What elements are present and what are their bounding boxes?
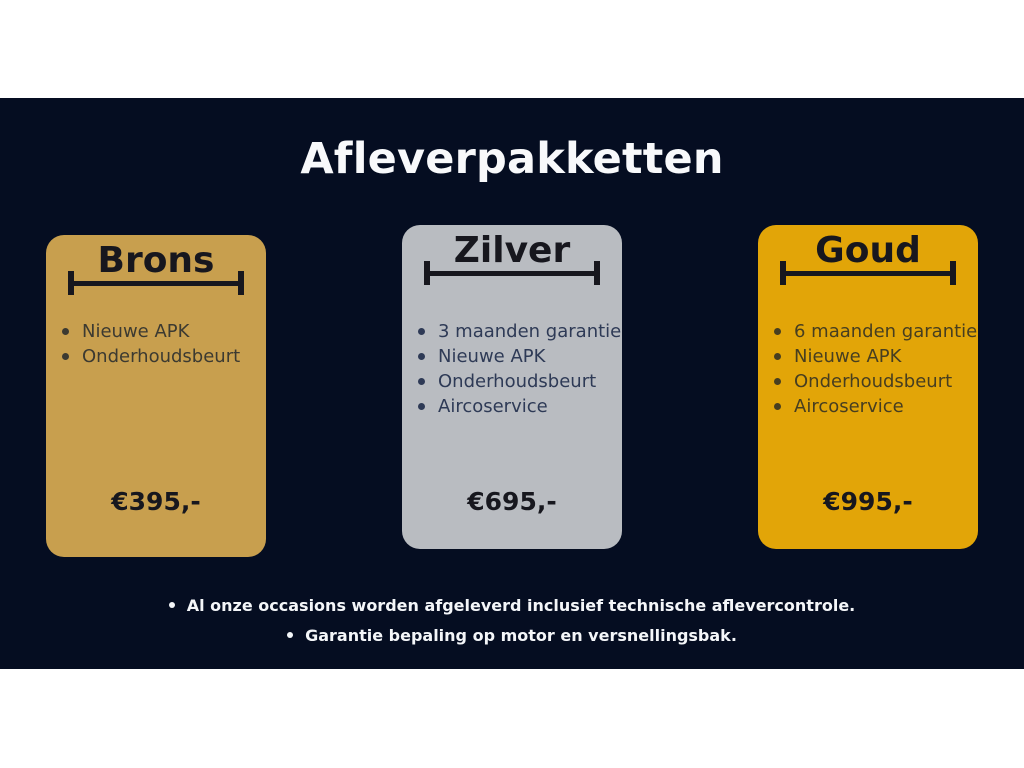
bullet-icon (418, 328, 425, 335)
feature-label: Nieuwe APK (82, 321, 190, 342)
underline-right-cap-icon (594, 261, 600, 285)
bullet-icon (774, 328, 781, 335)
bullet-icon (62, 353, 69, 360)
feature-item (758, 369, 978, 394)
feature-item (402, 369, 622, 394)
feature-item (402, 319, 622, 344)
package-name: Goud (815, 230, 921, 271)
page-title: Afleverpakketten (300, 134, 724, 184)
package-price: €995,- (823, 487, 913, 516)
package-card-zilver (402, 225, 622, 549)
heading-underline (424, 261, 600, 285)
footer-note (0, 594, 1024, 616)
bullet-icon (418, 403, 425, 410)
package-name: Brons (97, 240, 215, 281)
package-card-brons (46, 235, 266, 557)
package-price: €395,- (111, 487, 201, 516)
feature-label: Nieuwe APK (794, 346, 902, 367)
package-name: Zilver (453, 230, 571, 271)
background-panel (0, 98, 1024, 669)
feature-label: Onderhoudsbeurt (794, 371, 953, 392)
package-card-goud (758, 225, 978, 549)
underline-right-cap-icon (950, 261, 956, 285)
feature-label: Onderhoudsbeurt (438, 371, 597, 392)
feature-item (46, 344, 266, 369)
bullet-icon (774, 378, 781, 385)
feature-item (758, 394, 978, 419)
feature-item (402, 344, 622, 369)
bullet-icon (774, 353, 781, 360)
bullet-icon (418, 353, 425, 360)
feature-label: Onderhoudsbeurt (82, 346, 241, 367)
bullet-icon (774, 403, 781, 410)
feature-item (402, 394, 622, 419)
bullet-icon (62, 328, 69, 335)
feature-label: Nieuwe APK (438, 346, 546, 367)
feature-label: Aircoservice (794, 396, 904, 417)
bullet-icon (287, 632, 293, 638)
feature-label: 3 maanden garantie (438, 321, 622, 342)
feature-list (402, 319, 622, 419)
bullet-icon (169, 602, 175, 608)
heading-underline (780, 261, 956, 285)
feature-list (758, 319, 978, 419)
underline-bar (786, 271, 950, 276)
footer-note (0, 624, 1024, 646)
feature-item (758, 319, 978, 344)
note-text: Al onze occasions worden afgeleverd inclusief technische aflevercontrole. (186, 595, 856, 615)
heading-underline (68, 271, 244, 295)
feature-label: Aircoservice (438, 396, 548, 417)
underline-bar (74, 281, 238, 286)
bullet-icon (418, 378, 425, 385)
underline-right-cap-icon (238, 271, 244, 295)
feature-item (46, 319, 266, 344)
underline-bar (430, 271, 594, 276)
note-text: Garantie bepaling op motor en versnellingsbak. (305, 625, 737, 645)
feature-item (758, 344, 978, 369)
package-price: €695,- (467, 487, 557, 516)
feature-label: 6 maanden garantie (794, 321, 978, 342)
feature-list (46, 319, 266, 369)
